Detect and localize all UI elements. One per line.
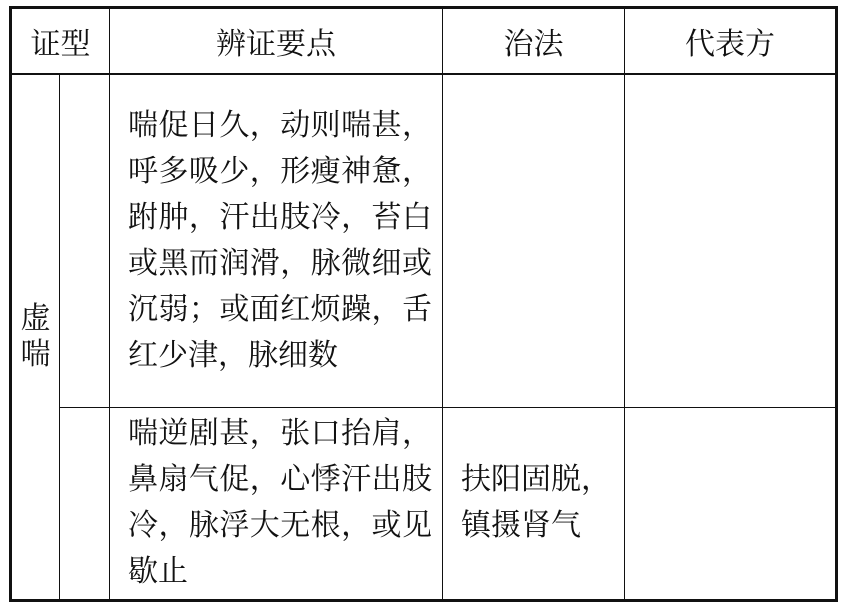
treatment-cell — [443, 74, 625, 407]
header-row — [11, 8, 837, 75]
header-pattern: 证型 — [11, 8, 110, 75]
header-formula: 代表方 — [625, 8, 837, 75]
group-label-char: 喘 — [20, 337, 51, 372]
header-key-points: 辨证要点 — [110, 8, 443, 75]
subtype-cell — [60, 407, 110, 601]
group-label-deficiency-asthma — [11, 74, 60, 601]
syndrome-table — [9, 6, 838, 602]
subtype-cell — [60, 74, 110, 407]
treatment-cell: 扶阳固脱，镇摄肾气 — [443, 407, 625, 601]
key-points-cell: 喘促日久，动则喘甚，呼多吸少，形瘦神惫，跗肿，汗出肢冷，苔白或黑而润滑，脉微细或沉弱；或面红烦躁，舌红少津，脉细数 — [110, 74, 443, 407]
table-row — [11, 74, 837, 407]
group-label-char: 虚 — [20, 301, 51, 336]
formula-cell — [625, 74, 837, 407]
table-row — [11, 407, 837, 601]
formula-cell — [625, 407, 837, 601]
header-treatment: 治法 — [443, 8, 625, 75]
key-points-cell: 喘逆剧甚，张口抬肩，鼻扇气促，心悸汗出肢冷，脉浮大无根，或见歇止 — [110, 407, 443, 601]
